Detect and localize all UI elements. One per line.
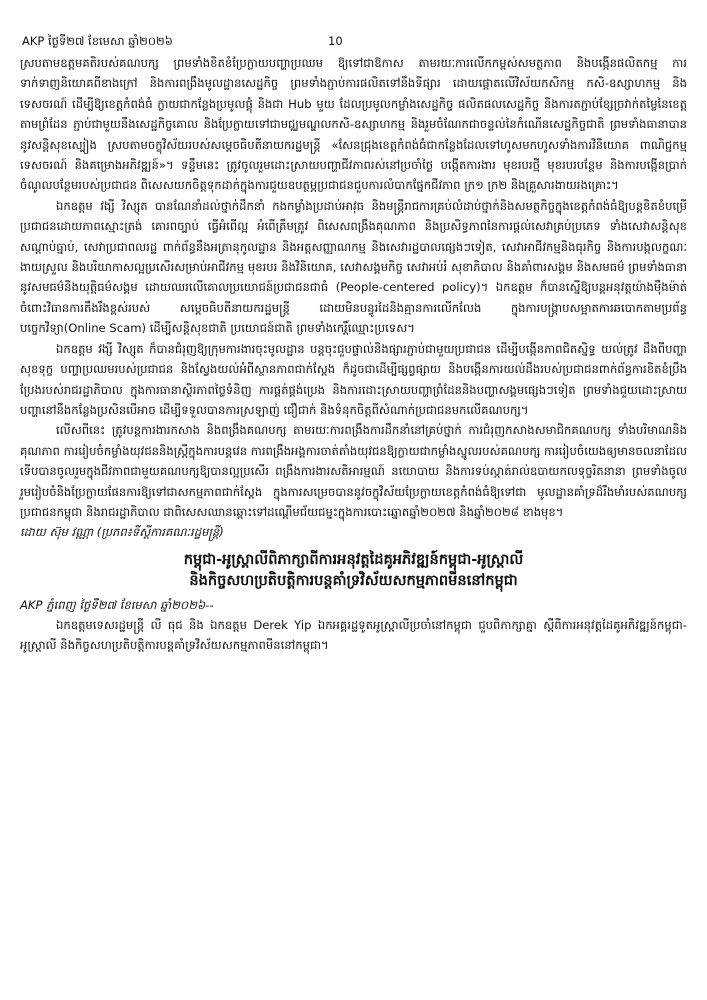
- paragraph-4: លើសពីនេះ ត្រូវបន្តការងារកសាង និងពង្រឹងគណបក្ស តាមរយៈការពង្រឹងការដឹកនាំនៅគ្រប់ថ្នាក់ ការជំរុញកសាងសមាជិកគណបក្ស ទាំងបរិមាណនិងគុណភាព ការរៀបចំកម្លាំងយុវជននិងស្ត្រីក្នុងការបន្តវេន ការពង្រឹងអង្គការចាត់តាំងយុវជនឱ្យក្លាយជាកម្លាំងស្នូលរបស់គណបក្ស ការរៀបចំយេងឲ្យមានចលនាដែលទើបបានចូលរួមក្នុងជីវភាពជាមួយគណបក្សឱ្យបានល្អប្រសើរ ពង្រឹងការងារសតិអារម្មណ៍ នយោបាយ និងការទប់ស្កាត់រាល់ឧបាយកលទុច្ចរិតនានា ព្រមទាំងចូលរួមរៀបចំនិងប្រែក្លាយផែនការឱ្យទៅជាសកម្មភាពជាក់ស្តែង ក្នុងការសម្រេចបាននូវចក្ខុវិស័យប្រែក្លាយខេត្តកំពង់ធំឱ្យទៅជា មូលដ្ឋានគាំទ្រដ៏រឹងមាំរបស់គណបក្សប្រជាជនកម្ពុជា និងរាជរដ្ឋាភិបាល ជាពិសេសឈានឆ្ពោះទៅដណ្តើមជ័យជម្នះក្នុងការបោះឆ្នោតឆ្នាំ២០២៧ និងឆ្នាំ២០២៨ ខាងមុខ។: [20, 423, 687, 519]
- paragraph-3: ឯកឧត្តម វង្សី វិស្សុត ក៏បានជំរុញឱ្យក្រុមការងារចុះមូលដ្ឋាន បន្តចុះជួបផ្ទាល់និងផ្សារភ្ជាប់ជាមួយប្រជាជន ដើម្បីបង្កើនភាពជិតស្និទ្ធ យល់ត្រូវ ដឹងពីបញ្ហាសុខទុក្ខ បញ្ហាប្រឈមរបស់ប្រជាជន និងស្វែងយល់អំពីស្ថានភាពជាក់ស្តែង ក៏ដូចជាដើម្បីផ្សព្វផ្សាយ និងបង្កើនការយល់ដឹងរបស់ប្រជាជនពាក់ព័ន្ធការខិតខំប្រឹងប្រែងរបស់រាជរដ្ឋាភិបាល ក្នុងការធានាស្ថិរភាពថ្លៃទំនិញ ការផ្គត់ផ្គង់ប្រេង និងការដោះស្រាយបញ្ហាព្រំដែននិងបញ្ហាសង្គមផ្សេងៗទៀត ព្រមទាំងជួយដោះស្រាយបញ្ហានៅនឹងកន្លែងប្រសិនបើអាច ដើម្បីទទួលបានការស្រឡាញ់ ជឿជាក់ និងទំនុកចិត្តពីសំណាក់ប្រជាជនមកលើគណបក្ស។: [20, 341, 687, 417]
- article-lead-paragraph: ឯកឧត្តមទេសរដ្ឋមន្ត្រី លី ធុជ និង ឯកឧត្តម Derek Yip ឯកអគ្គរដ្ឋទូតអូស្ត្រាលីប្រចាំនៅកម្ពុជា ជួបពិភាក្សាគ្នា ស្តីពីការអនុវត្តដៃគូអភិវឌ្ឍន៍កម្ពុជា-អូស្ត្រាលី និងកិច្ចសហប្រតិបត្តិការបន្តគាំទ្រវិស័យសកម្មភាពមីននៅកម្ពុជា។: [20, 617, 687, 653]
- paragraph-2: ឯកឧត្តម វង្សី វិស្សុត បានណែនាំដល់ថ្នាក់ដឹកនាំ កងកម្លាំងប្រដាប់អាវុធ និងមន្ត្រីរាជការគ្រប់លំដាប់ថ្នាក់និងសមត្ថកិច្ចក្នុងខេត្តកំពង់ធំឱ្យបន្តខិតខំបម្រើប្រជាជនដោយភាពស្មោះត្រង់ គោរពច្បាប់ ធ្វើអំពើល្អ អំពើត្រឹមត្រូវ ពិសេសពង្រឹងគុណភាព និងប្រសិទ្ធភាពនៃការផ្តល់សេវាគ្រប់ប្រភេទ ទាំងសេវាសន្តិសុខសណ្តាប់ធ្នាប់, សេវាប្រជាពលរដ្ឋ ពាក់ព័ន្ធនឹងអត្រានុកូលដ្ឋាន និងអត្តសញ្ញាណកម្ម និងសេវារដ្ឋបាលផ្សេងៗទៀត, សេវាអាជីវកម្មនិងធុរកិច្ច និងការបង្កលក្ខណៈងាយស្រួល និងបរិយាកាសល្អប្រសើរសម្រាប់អាជីវកម្ម មុខរបរ និងវិនិយោគ, សេវាសង្គមកិច្ច សេវាអប់រំ សុខាភិបាល និងគាំពារសង្គម និងសមធម៌ ព្រមទាំងធានានូវសមធម៌និងយុត្តិធម៌សង្គម ដោយឈរលើគោលប្រយោជន៍ប្រជាជនជាធំ (People-centered policy)។ ឯកឧត្តម ក៏បានស្នើឱ្យបន្តអនុវត្តយ៉ាងម៉ឺងម៉ាត់ចំពោះវិធានការតឹងរឹងខ្ពស់របស់ សម្តេចធិបតីនាយករដ្ឋមន្ត្រី ដោយមិនបន្ធូរដៃនិងគ្មានការលើកលែង ក្នុងការបង្ក្រាបសម្អាតការឆបោកតាមប្រព័ន្ធបច្ចេកវិទ្យា(Online Scam) ដើម្បីសន្តិសុខជាតិ ប្រយោជន៍ជាតិ ព្រមទាំងកេរ្តិ៍ឈ្មោះប្រទេស។: [20, 198, 687, 336]
- paragraph-1: ស្របតាមឧត្តមគតិរបស់គណបក្ស ព្រមទាំងខិតខំប្រែក្លាយបញ្ហាប្រឈម ឱ្យទៅជាឱកាស តាមរយៈការលើកកម្ពស់សមត្ថភាព និងបង្កើនផលិតកម្ម ការទាក់ទាញនិយោគពីខាងក្រៅ និងការពង្រឹងមូលដ្ឋានសេដ្ឋកិច្ច ព្រមទាំងភ្ជាប់ការផលិតទៅនឹងទីផ្សារ ដោយផ្តោតលើវិស័យកសិកម្ម កសិ-ឧស្សាហកម្ម និងទេសចរណ៍ ដើម្បីឱ្យខេត្តកំពង់ធំ ក្លាយជាកន្លែងប្រមូលផ្តុំ និងជា Hub មួយ ដែលប្រមូលកម្លាំងសេដ្ឋកិច្ច ផលិតផលសេដ្ឋកិច្ច និងការតភ្ជាប់ខ្សែច្រវាក់តម្លៃនៃខេត្តតាមព្រំដែន ភ្ជាប់ជាមួយនឹងសេដ្ឋកិច្ចគោល និងប្រែក្លាយទៅជាមជ្ឈមណ្ឌលកសិ-ឧស្សាហកម្ម និងរួមចំណែកជាចន្ទល់នៃកំណើនសេដ្ឋកិច្ចជាតិ ព្រមទាំងធានាបាននូវសន្តិសុខស្បៀង ស្របតាមចក្ខុវិស័យរបស់សម្តេចធិបតីនាយករដ្ឋមន្ត្រី «សែនជ្រុងខេត្តកំពង់ធំជាកន្លែងដែលទៅហូសមកហូសទាំងការវិនិយោគ ពាណិជ្ជកម្ម ទេសចរណ៍ និងគម្រោងអភិវឌ្ឍន៍»។ ទន្ទឹមនេះ ត្រូវចូលរួមដោះស្រាយបញ្ហាជីវភាពរស់នៅប្រចាំថ្ងៃ បង្កើតការងារ មុខរបរថ្មី មុខរបរបន្ថែម និងការបង្កើនប្រាក់ចំណូលបន្ថែមរបស់ប្រជាជន ពិសេសយកចិត្តទុកដាក់ក្នុងការជួយឧបត្ថម្ភប្រជាជនជួបការលំបាកផ្នែកជីវភាព ក្រ១ ក្រ២ និងគ្រួសារងាយរងគ្រោះ។: [20, 56, 687, 193]
- article-title-line-1: កម្ពុជា-អូស្ត្រាលីពិភាក្សាពីការអនុវត្តដៃគូអភិវឌ្ឍន៍កម្ពុជា-អូស្ត្រាលី: [183, 550, 524, 568]
- article-byline: ដោយ ស៊ុម វណ្ណា (ប្រភព៖ទីស្តីការគណៈរដ្ឋមន្ត្រី): [20, 525, 224, 540]
- page-number: 10: [328, 34, 343, 48]
- article-title: [20, 549, 687, 591]
- article-dateline: AKP ភ្នំពេញ ថ្ងៃទី២៧ ខែមេសា ឆ្នាំ២០២៦--: [20, 597, 214, 612]
- page-header: [20, 34, 687, 50]
- article-title-line-2: និងកិច្ចសហប្រតិបត្តិការបន្តគាំទ្រវិស័យសកម្មភាពមីននៅកម្ពុជា: [189, 571, 518, 589]
- header-source-date: AKP ថ្ងៃទី២៧ ខែមេសា ឆ្នាំ២០២៦: [22, 34, 173, 48]
